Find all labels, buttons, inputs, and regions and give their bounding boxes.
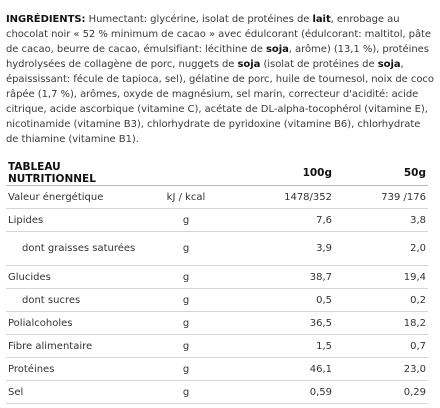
nutrient-unit: g	[146, 266, 226, 289]
nutrient-unit: g	[146, 312, 226, 335]
value-50g: 3,8	[334, 209, 428, 232]
table-row	[6, 232, 428, 266]
nutrient-name: Protéines	[6, 358, 146, 381]
ingredients-text: , épaississant: fécule de tapioca, sel), gélatine de porc, huile de tournesol, noix de coco râpée (1,7 %), arômes, oxyde de magnésium, sel marin, correcteur d'acidité: acide citrique, acide ascorbique (vitamine C), acétate de DL-alpha-tocophérol (vitamine E), nicotinamide (vitamine B3), chlorhydrate de pyridoxine (vitamine B6), chlorhydrate de thiamine (vitamine B1).	[6, 59, 434, 145]
nutrition-table	[6, 161, 428, 404]
ingredients-text: (isolat de protéines de	[260, 59, 378, 70]
value-100g: 0,5	[226, 289, 334, 312]
value-100g: 46,1	[226, 358, 334, 381]
nutrient-unit: g	[146, 381, 226, 404]
table-row	[6, 312, 428, 335]
nutrient-name: Lipides	[6, 209, 146, 232]
value-50g: 19,4	[334, 266, 428, 289]
ingredients-text: Humectant: glycérine, isolat de protéines de	[88, 14, 313, 25]
value-50g: 23,0	[334, 358, 428, 381]
nutrition-body	[6, 186, 428, 404]
table-row	[6, 335, 428, 358]
nutrient-name: dont sucres	[6, 289, 146, 312]
value-100g: 3,9	[226, 232, 334, 266]
ingredients-text: , enrobage au chocolat noir « 52 % minimum de cacao » avec édulcorant (édulcorant: maltitol, pâte de cacao, beurre de cacao, émulsifiant: lécithine de	[6, 14, 432, 55]
value-50g: 739 /176	[334, 186, 428, 209]
nutrient-unit: g	[146, 232, 226, 266]
value-100g: 38,7	[226, 266, 334, 289]
table-row	[6, 266, 428, 289]
value-100g: 0,59	[226, 381, 334, 404]
header-unit	[146, 161, 226, 186]
value-100g: 36,5	[226, 312, 334, 335]
nutrient-name: Sel	[6, 381, 146, 404]
nutrient-unit: g	[146, 209, 226, 232]
table-row	[6, 289, 428, 312]
table-row	[6, 209, 428, 232]
value-50g: 18,2	[334, 312, 428, 335]
header-title: TABLEAU NUTRITIONNEL	[6, 161, 146, 186]
nutrient-unit: g	[146, 358, 226, 381]
table-row	[6, 381, 428, 404]
nutrient-name: dont graisses saturées	[6, 232, 146, 266]
nutrition-header-row	[6, 161, 428, 186]
header-100g: 100g	[226, 161, 334, 186]
value-50g: 0,2	[334, 289, 428, 312]
nutrient-name: Polialcoholes	[6, 312, 146, 335]
nutrient-name: Fibre alimentaire	[6, 335, 146, 358]
nutrient-unit: kJ / kcal	[146, 186, 226, 209]
table-row	[6, 358, 428, 381]
table-row	[6, 186, 428, 209]
value-50g: 0,7	[334, 335, 428, 358]
nutrient-unit: g	[146, 289, 226, 312]
ingredients-label: INGRÉDIENTS:	[6, 14, 86, 25]
value-50g: 2,0	[334, 232, 428, 266]
value-50g: 0,29	[334, 381, 428, 404]
ingredients-text: , arôme) (13,1 %), protéines hydrolysées de collagène de porc, nuggets de	[6, 44, 429, 70]
nutrient-name: Glucides	[6, 266, 146, 289]
allergen-highlight: soja	[237, 59, 261, 70]
nutrient-name: Valeur énergétique	[6, 186, 146, 209]
nutrient-unit: g	[146, 335, 226, 358]
value-100g: 7,6	[226, 209, 334, 232]
header-50g: 50g	[334, 161, 428, 186]
value-100g: 1478/352	[226, 186, 334, 209]
value-100g: 1,5	[226, 335, 334, 358]
ingredients-paragraph	[6, 12, 434, 147]
allergen-highlight: soja	[377, 59, 401, 70]
allergen-highlight: lait	[312, 14, 331, 25]
allergen-highlight: soja	[265, 44, 289, 55]
